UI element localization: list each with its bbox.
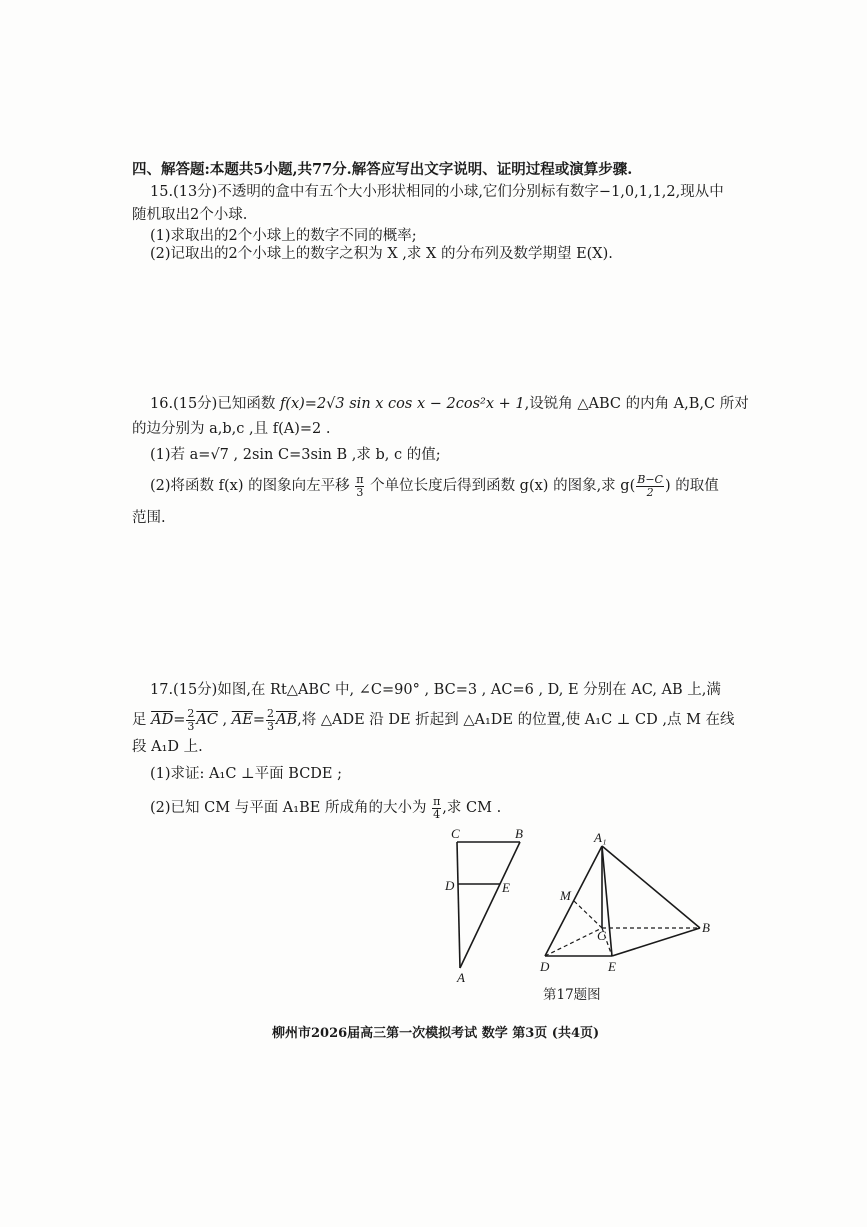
q16-stem-line2: 的边分别为 a,b,c ,且 f(A)=2 . [132,421,331,437]
q17-part1: (1)求证: A₁C ⊥平面 BCDE ; [150,766,342,782]
q16-shift-numerator: π [356,473,364,486]
label-e2: E [608,959,616,974]
q17-stem-line1: 17.(15分)如图,在 Rt△ABC 中, ∠C=90° , BC=3 , AC=6 , D, E 分别在 AC, AB 上,满 [150,682,721,698]
label-a: A [457,970,465,985]
segment-ba [460,842,520,968]
figure-folded-pyramid [530,828,720,978]
q16-arg-denominator: 2 [646,485,654,499]
vector-ab: $\overline{AB}$ [276,712,298,729]
label-a1: A₁ [594,830,607,845]
equals-sign-2: = [252,712,265,729]
q17-stem-line2-prefix: 足 [132,712,152,729]
vector-ad: $\overline{AD}$ [151,712,174,729]
label-b2: B [702,920,710,935]
label-c: C [451,826,460,841]
fraction-two-thirds-2 [266,708,275,732]
equals-sign-1: = [173,712,186,729]
section-heading: 四、解答题:本题共5小题,共77分.解答应写出文字说明、证明过程或演算步骤. [132,161,633,178]
segment-mc-hidden [574,901,602,928]
fraction-two-thirds-1 [186,708,195,732]
edge-a1b [602,846,700,928]
label-c2: C [597,928,606,943]
q16-part1: (1)若 a=√7 , 2sin C=3sin B ,求 b, c 的值; [150,447,441,463]
q16-shift-denominator: 3 [356,485,364,499]
q15-part2: (2)记取出的2个小球上的数字之积为 X ,求 X 的分布列及数学期望 E(X). [150,246,613,262]
q17-stem-line2-suffix: ,将 △ADE 沿 DE 折起到 △A₁DE 的位置,使 A₁C ⊥ CD ,点 M 在线 [297,712,735,729]
q16-stem-suffix: ,设锐角 △ABC 的内角 A,B,C 所对 [524,396,749,412]
q17-part2-suffix: ,求 CM . [442,800,502,817]
q16-shift-fraction [355,474,364,498]
q16-function-expression: f(x)=2√3 sin x cos x − 2cos²x + 1 [279,396,525,412]
q16-part2-line1 [150,474,719,498]
fraction-2-denominator: 3 [267,719,274,733]
q17-part2-prefix: (2)已知 CM 与平面 A₁BE 所成角的大小为 [150,800,427,817]
vector-ac: $\overline{AC}$ [196,712,218,729]
edge-a1d [545,846,602,956]
label-d2: D [540,959,550,974]
q17-stem-line2: 足 $\overline{AD}=$ $\frac{2}{3}$ $\overline{AC}$ , $\overline{AE}=$ $\frac{2}{3}$ $\overline{AB}$,将 △ADE 沿 DE 折起到 △A₁DE 的位置,使 A₁C ⊥ CD ,点 M 在线 [132,707,735,733]
fraction-1-numerator: 2 [187,707,195,720]
q16-part2-suffix: ) 的取值 [664,478,719,495]
q16-part2-line2: 范围. [132,510,166,526]
q15-part1: (1)求取出的2个小球上的数字不同的概率; [150,228,417,244]
figure-caption: 第17题图 [543,987,601,1003]
q17-part2 [150,796,501,820]
segment-ca [457,842,460,968]
edge-dc-hidden [545,928,602,956]
q16-part2-middle: 个单位长度后得到函数 g(x) 的图象,求 g( [370,478,636,495]
q15-stem-line1: 15.(13分)不透明的盒中有五个大小形状相同的小球,它们分别标有数字−1,0,1,1,2,现从中 [150,184,724,200]
edge-eb [612,928,700,956]
q16-arg-numerator: B−C [637,473,663,486]
q16-stem-prefix: 16.(15分)已知函数 [150,396,280,412]
label-m: M [560,888,571,903]
q17-stem-line3: 段 A₁D 上. [132,739,203,755]
vector-ae: $\overline{AE}$ [231,712,253,729]
fraction-2-numerator: 2 [267,707,274,720]
label-b: B [515,826,523,841]
q17-angle-fraction [432,796,441,820]
q17-angle-denominator: 4 [433,807,441,821]
label-d: D [445,878,455,893]
q16-arg-fraction [636,474,664,498]
q16-part2-prefix: (2)将函数 f(x) 的图象向左平移 [150,478,350,495]
q17-angle-numerator: π [433,795,441,808]
fraction-1-denominator: 3 [187,719,195,733]
q16-stem-line1 [150,396,749,413]
page-footer: 柳州市2026届高三第一次模拟考试 数学 第3页 (共4页) [272,1026,600,1041]
q15-stem-line2: 随机取出2个小球. [132,207,248,223]
label-e: E [502,880,510,895]
figure-right-triangle [435,820,545,990]
